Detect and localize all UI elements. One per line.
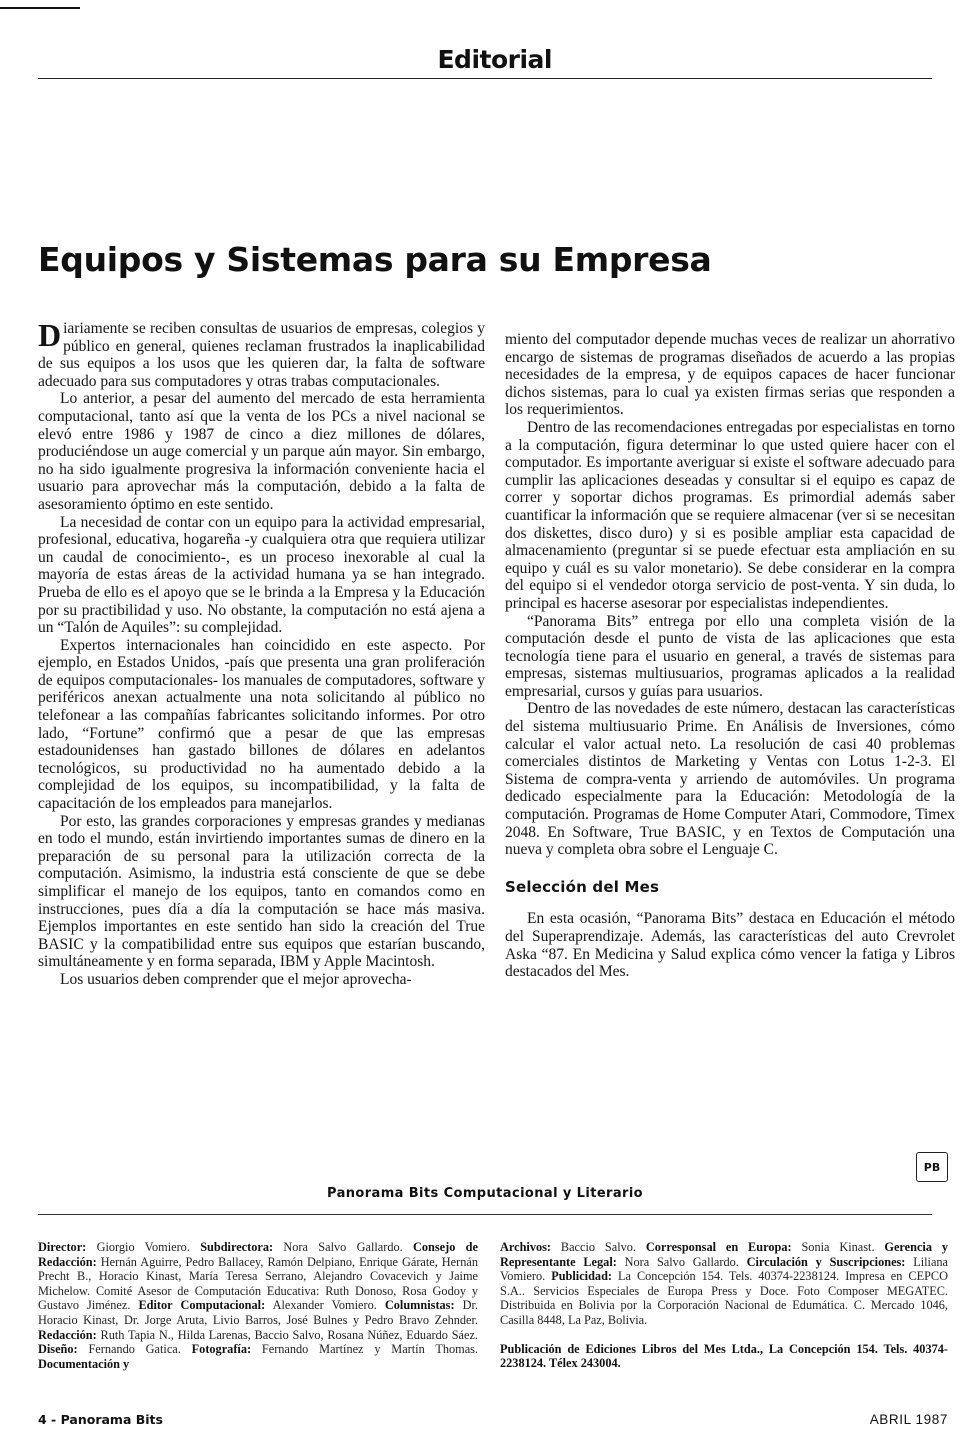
paragraph-text: iariamente se reciben consultas de usuarios de empresas, colegios y público en general, quienes reclaman frustrados la inaplicabilidad de sus equipos a los usos que les quieren dar, la falta de software adecuado para sus computadores y otras trabas computacionales. xyxy=(38,320,485,390)
section-heading: Editorial xyxy=(437,45,552,74)
credit-names: La Concepción 154. Tels. 40374-2238124. Impresa en CEPCO S.A.. Servicios Especiales de Europa Press y Doce. Foto Composer MEGATEC. Distribuida en Bolivia por la Corporación Nacional de Edumática. C. Mercado 1046, Casilla 8448, La Paz, Bolivia. xyxy=(500,1269,948,1327)
credit-role: Documentación y xyxy=(38,1356,130,1371)
article-paragraph: La necesidad de contar con un equipo para la actividad empresarial, profesional, educativa, hogareña -y cualquiera otra que requiera utilizar un caudal de conocimiento-, es un proceso inexorable al cual la mayoría de estas áreas de la actividad humana ya se han integrado. Prueba de ello es el apoyo que se le brinda a la Empresa y la Educación por su practibilidad y uso. No obstante, la computación no está ajena a un “Talón de Aquiles”: su complejidad. xyxy=(38,513,485,637)
credit-role: Editor Computacional: xyxy=(138,1298,266,1313)
credit-names: Ruth Tapia N., Hilda Larenas, Baccio Salvo, Rosana Núñez, Eduardo Sáez. xyxy=(100,1327,478,1342)
masthead-rule xyxy=(38,1214,932,1215)
article-paragraph: Los usuarios deben comprender que el mejor aprovecha- xyxy=(60,970,412,988)
article-column-right xyxy=(505,331,955,981)
credit-names: Fernando Martínez y Martín Thomas. xyxy=(261,1342,479,1357)
credit-role: Fotografía: xyxy=(191,1342,252,1357)
credit-names: Liliana Vomiero. xyxy=(500,1254,949,1284)
credit-role: Redacción: xyxy=(38,1327,97,1342)
page-number-label: 4 - Panorama Bits xyxy=(38,1412,163,1427)
credit-role: Circulación y Suscripciones: xyxy=(746,1254,906,1269)
header-rule xyxy=(38,78,932,79)
credit-role: Subdirectora: xyxy=(200,1240,274,1254)
drop-cap: D xyxy=(38,317,62,353)
credit-names: Baccio Salvo. xyxy=(560,1240,636,1254)
article-paragraph: Dentro de las recomendaciones entregadas por especialistas en torno a la computación, figura determinar lo que usted quiere hacer con el computador. Es importante averiguar si existe el software adecuado para cumplir las aplicaciones deseadas y consultar si el equipo es capaz de correr y soportar dichos programas. Es primordial además saber cuantificar la información que se requiere almacenar (ver si se necesitan dos diskettes, disco duro) y si es posible ampliar esta capacidad de almacenamiento (preguntar si se puede efectuar esta ampliación en su equipo y cuál es su valor monetario). Se debe considerar en la compra del equipo si el vendedor otorga servicio de post-venta. Y sin duda, lo principal es hacerse asesorar por especialistas independientes. xyxy=(505,418,955,612)
credit-role: Director: xyxy=(38,1240,87,1254)
article-paragraph: Por esto, las grandes corporaciones y empresas grandes y medianas en todo el mundo, están invirtiendo importantes sumas de dinero en la preparación de su personal para la utilización correcta de la computación. Asimismo, la industria está consciente de que se debe simplificar el manejo de los equipos, tanto en comandos como en instrucciones, pues día a día la computación se hace más masiva. Ejemplos importantes en este sentido han sido la creación del True BASIC y la compatibilidad entre sus equipos que estarían buscando, simultáneamente y en forma separada, IBM y Apple Macintosh. xyxy=(38,812,485,971)
publisher-info: Publicación de Ediciones Libros del Mes Ltda., La Concepción 154. Tels. 40374-2238124. Télex 243004. xyxy=(500,1341,948,1371)
masthead-title: Panorama Bits Computacional y Literario xyxy=(326,1186,644,1201)
article-paragraph: Lo anterior, a pesar del aumento del mercado de esta herramienta computacional, tanto así que la venta de los PCs a nivel nacional se elevó entre 1986 y 1987 de cinco a diez millones de dólares, produciéndose un auge comercial y un parque aún mayor. Sin embargo, no ha sido igualmente progresiva la información conveniente hacia el usuario para aprovechar más la computación, debido a la falta de asesoramiento óptimo en este sentido. xyxy=(38,390,485,513)
article-paragraph xyxy=(38,317,485,390)
credit-names: Giorgio Vomiero. xyxy=(96,1240,190,1254)
credits-text xyxy=(38,1240,478,1371)
credit-names: Fernando Gatica. xyxy=(88,1342,181,1357)
credit-names: Hernán Aguirre, Pedro Ballacey, Ramón Delpiano, Enrique Gárate, Hernán Precht B., Horacio Kinast, María Teresa Serrano, Alejandro Covacevich y Jaime Michelow. Comité Asesor de Computación Educativa: Ruth Donoso, Rosa Godoy y Gustavo Jiménez. xyxy=(38,1254,478,1313)
article-paragraph: “Panorama Bits” entrega por ello una completa visión de la computación desde el punto de vista de las aplicaciones que esta tecnología tiene para el usuario en general, a través de sistemas para empresas, sistemas multiusuarios, programas aplicados a la realidad empresarial, cursos y guías para usuarios. xyxy=(505,612,955,700)
issue-date: ABRIL 1987 xyxy=(869,1412,948,1427)
subheading: Selección del Mes xyxy=(505,877,660,896)
credits-right xyxy=(500,1240,948,1371)
credit-role: Gerencia y Representante Legal: xyxy=(500,1240,948,1269)
credit-role: Consejo de Redacción: xyxy=(38,1240,478,1269)
credit-names: Sonia Kinast. xyxy=(801,1240,875,1254)
article-paragraph: Expertos internacionales han coincidido en este aspecto. Por ejemplo, en Estados Unidos, -país que presenta una gran proliferación de equipos computacionales- los manuales de computadores, software y periféricos anexan actualmente una nota solicitando al público no telefonear a las compañías fabricantes solicitando informes. Por otro lado, “Fortune” confirmó que a pesar de que las empresas estadounidenses han gastado billones de dólares en adelantos tecnológicos, su productividad no ha aumentado debido a la complejidad de los equipos, su incompatibilidad, y la falta de capacitación de los empleados para manejarlos. xyxy=(38,636,485,813)
top-corner-rule xyxy=(0,7,80,9)
article-title: Equipos y Sistemas para su Empresa xyxy=(38,240,712,279)
article-paragraph: En esta ocasión, “Panorama Bits” destaca en Educación el método del Superaprendizaje. Además, las características del auto Crevrolet Aska “87. En Medicina y Salud explica cómo vencer la fatiga y Libros destacados del Mes. xyxy=(505,910,955,981)
credit-role: Publicidad: xyxy=(551,1269,613,1284)
credit-names: Dr. Horacio Kinast, Dr. Jorge Aruta, Livio Barros, José Bulnes y Pedro Bravo Zehnder. xyxy=(38,1298,479,1327)
credits-text xyxy=(500,1240,948,1328)
article-column-left xyxy=(38,317,485,989)
article-paragraph-continued: miento del computador depende muchas veces de realizar un ahorrativo encargo de sistemas de programas diseñados de acuerdo a las propias necesidades de la empresa, y de equipos capaces de hacer funcionar dichos sistemas, para lo cual ya existen firmas serias que responden a los requerimientos. xyxy=(505,331,955,419)
credit-names: Alexander Vomiero. xyxy=(272,1298,377,1313)
credit-role: Corresponsal en Europa: xyxy=(645,1240,792,1254)
credit-names: Nora Salvo Gallardo. xyxy=(283,1240,403,1254)
credit-names: Nora Salvo Gallardo. xyxy=(624,1254,739,1269)
credit-role: Columnistas: xyxy=(384,1298,455,1313)
credit-role: Archivos: xyxy=(500,1240,552,1254)
credits-left xyxy=(38,1240,478,1371)
article-paragraph: Dentro de las novedades de este número, destacan las características del sistema multiusuario Prime. En Análisis de Inversiones, cómo calcular el valor actual neto. La resolución de casi 40 problemas comerciales distintos de Marketing y Ventas con Lotus 1-2-3. El Sistema de compra-venta y arriendo de automóviles. Un programa dedicado especialmente para la Educación: Metodología de la computación. Programas de Home Computer Atari, Commodore, Timex 2048. En Software, True BASIC, y en Textos de Computación una nueva y completa obra sobre el Lenguaje C. xyxy=(505,700,955,859)
pb-logo-icon: PB xyxy=(916,1152,948,1182)
credit-role: Diseño: xyxy=(38,1342,78,1357)
